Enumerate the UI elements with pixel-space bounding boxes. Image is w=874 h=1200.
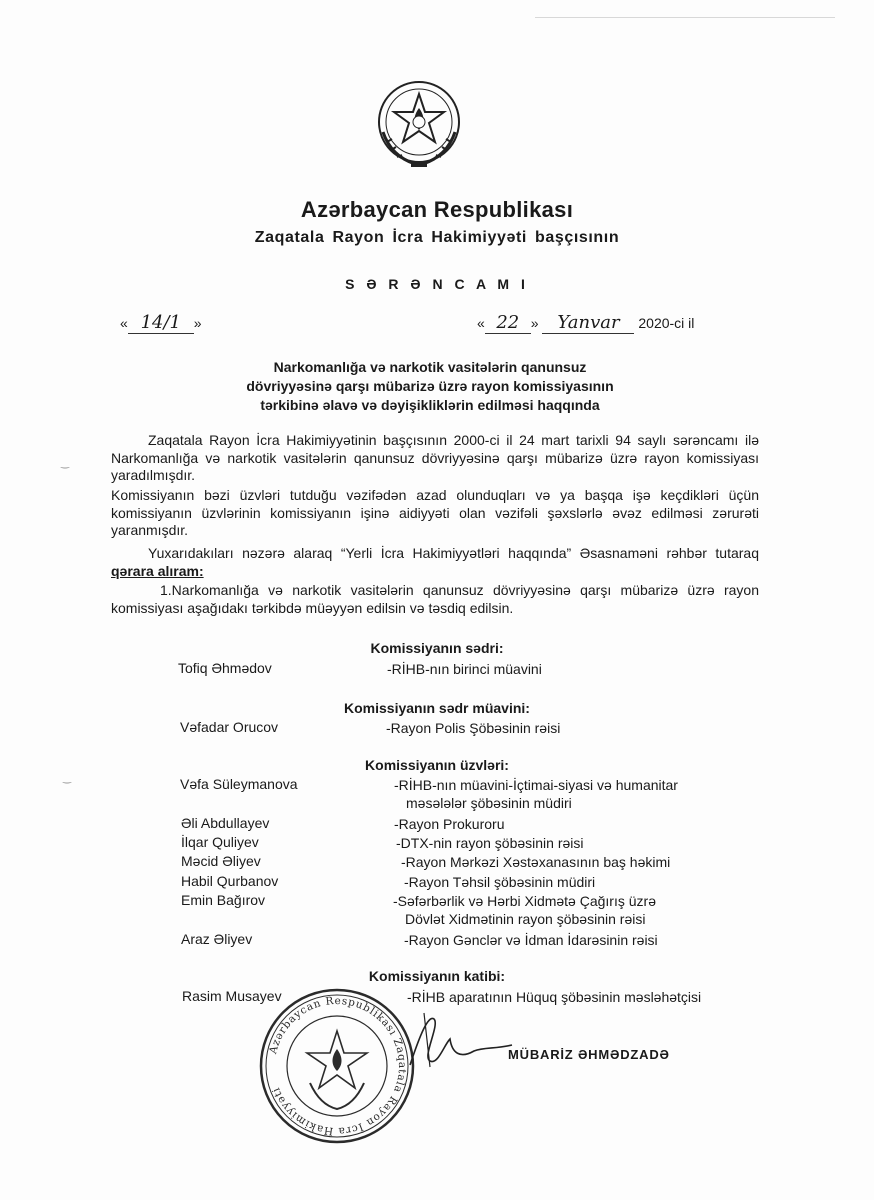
handwritten-signature-icon (400, 1005, 520, 1075)
order-day: 22 (485, 312, 531, 334)
members-section-title: Komissiyanın üzvləri: (365, 757, 509, 773)
member-position-line: məsələlər şöbəsinin müdiri (406, 795, 572, 811)
state-emblem-icon (367, 72, 471, 176)
secretary-position: -RİHB aparatının Hüquq şöbəsinin məsləhətçisi (407, 989, 702, 1005)
member-name: Emin Bağırov (181, 892, 266, 908)
order-number-value: 14/1 (128, 312, 194, 334)
member-position-line: -Səfərbərlik və Hərbi Xidmətə Çağırış üzrə (393, 893, 656, 909)
member-name: İlqar Quliyev (181, 834, 259, 850)
republic-heading: Azərbaycan Respublikası (300, 197, 574, 222)
member-position: -Rayon Mərkəzi Xəstəxanasının baş həkimi (401, 854, 671, 870)
chair-section-title: Komissiyanın sədri: (370, 640, 504, 656)
subject-line: dövriyyəsinə qarşı mübarizə üzrə rayon komissiyasının (246, 378, 614, 394)
member-position (393, 892, 656, 928)
order-year: 2020-ci il (638, 315, 695, 331)
subject-line: tərkibinə əlavə və dəyişikliklərin edilməsi haqqında (260, 397, 600, 413)
chair-position: -RİHB-nın birinci müavini (387, 661, 542, 677)
paragraph-3-text: Yuxarıdakıları nəzərə alaraq “Yerli İcra Hakimiyyətləri haqqında” Əsasnaməni rəhbər tutaraq (148, 545, 759, 561)
decision-phrase: qərara alıram: (111, 562, 204, 579)
body-paragraph-1: Zaqatala Rayon İcra Hakimiyyətinin başçısının 2000-ci il 24 mart tarixli 94 saylı sərəncamı ilə Narkomanlığa və narkotik vasitələrin qanunsuz dövriyyəsinə qarşı mübarizə üzrə rayon komissiyası yaradılmışdır. (111, 432, 759, 483)
member-position: -DTX-nin rayon şöbəsinin rəisi (396, 835, 584, 851)
member-position-line: Dövlət Xidmətinin rayon şöbəsinin rəisi (405, 911, 646, 927)
official-seal-icon (258, 987, 416, 1145)
member-name: Araz Əliyev (181, 931, 253, 947)
deputy-section-title: Komissiyanın sədr müavini: (344, 700, 530, 716)
member-name: Məcid Əliyev (181, 853, 261, 869)
scan-speck: ‿ (63, 773, 72, 784)
member-name: Habil Qurbanov (181, 873, 279, 889)
order-month: Yanvar (542, 312, 634, 334)
order-date: « 22 » Yanvar 2020-ci il (477, 312, 695, 333)
order-subject (150, 358, 710, 415)
authority-heading: Zaqatala Rayon İcra Hakimiyyəti başçısının (254, 229, 620, 246)
document-type-heading: S Ə R Ə N C A M I (345, 276, 529, 292)
member-position: -Rayon Təhsil şöbəsinin müdiri (404, 874, 596, 890)
chair-name: Tofiq Əhmədov (178, 660, 272, 676)
member-name: Vəfa Süleymanova (180, 776, 298, 792)
secretary-section-title: Komissiyanın katibi: (368, 968, 506, 984)
body-paragraph-3 (111, 545, 759, 580)
signatory-name: MÜBARİZ ƏHMƏDZADƏ (508, 1047, 670, 1062)
body-paragraph-4: 1.Narkomanlığa və narkotik vasitələrin qanunsuz dövriyyəsinə qarşı mübarizə üzrə rayon komissiyası aşağıdakı tərkibdə müəyyən edilsin və təsdiq edilsin. (111, 582, 759, 616)
deputy-name: Vəfadar Orucov (180, 719, 279, 735)
order-number: « 14/1 » (120, 312, 202, 333)
member-position: -Rayon Prokuroru (394, 816, 505, 832)
deputy-position: -Rayon Polis Şöbəsinin rəisi (386, 720, 561, 736)
member-position-line: -RİHB-nın müavini-İçtimai-siyasi və humanitar (394, 777, 678, 793)
scan-speck: ‿ (61, 458, 70, 469)
secretary-name: Rasim Musayev (182, 988, 282, 1004)
subject-line: Narkomanlığa və narkotik vasitələrin qanunsuz (273, 359, 587, 375)
member-name: Əli Abdullayev (181, 815, 270, 831)
scan-artifact-line (535, 17, 835, 18)
svg-text:Azərbaycan Respublikası Zaqata: Azərbaycan Respublikası Zaqatala Rayon İcra Hakimiyyəti (267, 994, 409, 1138)
body-paragraph-2: Komissiyanın bəzi üzvləri tutduğu vəzifədən azad olunduqları və ya başqa işə keçdikləri üçün komissiyanın üzvlərinin komissiyanın işinə aidiyyəti olan vəzifəli şəxslərlə əvəz edilməsi zərurəti yaranmışdır. (111, 487, 759, 538)
member-position (394, 776, 678, 812)
member-position: -Rayon Gənclər və İdman İdarəsinin rəisi (404, 932, 658, 948)
